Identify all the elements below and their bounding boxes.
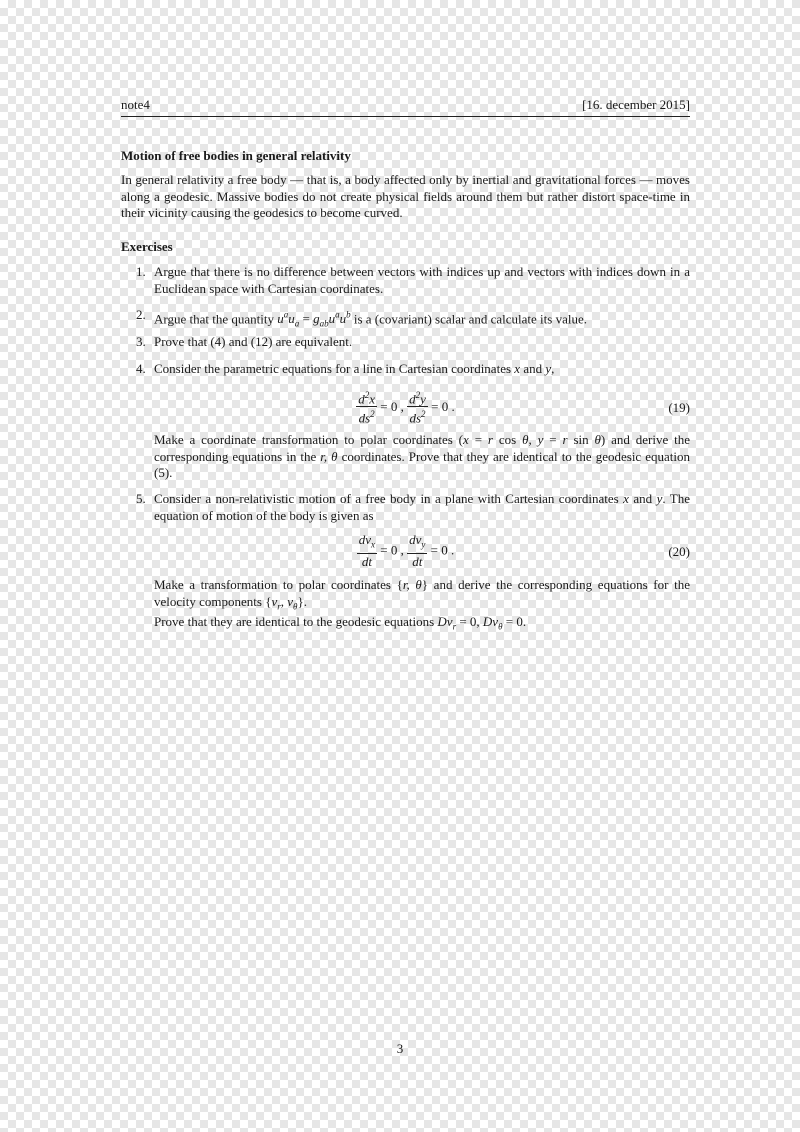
page-number: 3 — [396, 1041, 404, 1056]
exercise-4-followup-mid: ) and derive the corresponding equations in the — [154, 432, 691, 464]
exercise-5-followup-1-mid: and derive the corresponding equations for the velocity components — [154, 577, 690, 609]
exercise-5-and: and — [628, 491, 657, 506]
exercise-4 — [136, 361, 690, 378]
exercise-5-followup-1-end: . — [303, 593, 307, 609]
header-right: [16. december 2015] — [582, 97, 690, 112]
var-x: x — [623, 491, 629, 506]
scalar-expression: $u^au_a = g_{ab}u^au^b$ — [277, 310, 351, 329]
exercise-3 — [136, 334, 690, 351]
r-theta-expression: r, θ — [320, 448, 338, 464]
section-intro: In general relativity a free body — that is, a body affected only by inertial and gravitational forces — moves along a geodesic. Massive bodies do not create physical fields around them but rather distort space-time in their vicinity causing the geodesics to become curved. — [121, 172, 690, 220]
section-title: Motion of free bodies in general relativity — [121, 148, 351, 163]
exercise-5-followup-2 — [154, 614, 690, 635]
var-y: y — [545, 361, 552, 376]
exercise-5-followup-1-start: Make a transformation to polar coordinates — [154, 577, 397, 592]
var-y: y — [656, 491, 663, 506]
exercise-2-text — [154, 307, 690, 332]
equation-20-tag: (20) — [668, 544, 690, 559]
equation-20 — [121, 532, 690, 572]
exercise-4-and: and — [520, 361, 546, 376]
exercise-5-followup-2-end: . — [522, 614, 527, 629]
exercise-5-number: 5. — [136, 491, 146, 506]
exercise-1-text: Argue that there is no difference between vectors with indices up and vectors with indices down in a Euclidean space with Cartesian coordinates. — [154, 264, 690, 296]
exercise-5 — [136, 491, 690, 524]
equation-20-body: $\frac{dv_x}{dt}$ = 0 , $\frac{dv_y}{dt}$ = 0 . — [358, 532, 455, 569]
exercise-3-text: Prove that (4) and (12) are equivalent. — [154, 334, 353, 349]
polar-transform-expression: x = r cos θ, y = r sin θ — [463, 432, 601, 447]
exercise-2-text-start: Argue that the quantity — [154, 311, 278, 327]
fraction-dvx-dt: $\frac{dv_x}{dt}$ — [358, 532, 376, 569]
exercise-5-text-start: Consider a non-relativistic motion of a free body in a plane with Cartesian coordinates — [154, 491, 624, 506]
fraction-d2x-ds2: $\frac{d^2x}{ds^2}$ — [358, 390, 376, 426]
equation-19-tag: (19) — [668, 400, 690, 415]
exercise-4-followup-end: coordinates. Prove that they are identical to the geodesic equation (5). — [154, 448, 690, 480]
exercise-4-number: 4. — [136, 361, 146, 376]
fraction-dvy-dt: $\frac{dv_y}{dt}$ — [409, 532, 426, 569]
header-left: note4 — [121, 97, 150, 112]
exercise-4-text — [154, 361, 690, 378]
exercise-5-text — [154, 491, 690, 524]
exercise-2 — [136, 307, 690, 332]
polar-set-expression: {r, θ} — [396, 577, 429, 592]
exercise-5-followup-1 — [154, 577, 690, 615]
exercise-1-number: 1. — [136, 264, 146, 279]
velocity-components-expression: {$v_r$, $v_\theta$} — [265, 593, 304, 612]
exercise-2-number: 2. — [136, 307, 146, 322]
geodesic-equations-expression: $Dv_r = 0$, $Dv_\theta = 0$ — [437, 614, 523, 632]
exercise-4-followup — [154, 432, 690, 482]
exercise-4-text-start: Consider the parametric equations for a line in Cartesian coordinates — [154, 361, 515, 376]
var-x: x — [514, 361, 521, 376]
fraction-d2y-ds2: $\frac{d^2y}{ds^2}$ — [409, 390, 426, 426]
exercise-4-text-end: , — [551, 361, 555, 376]
exercises-heading: Exercises — [121, 239, 173, 254]
exercise-3-number: 3. — [136, 334, 146, 349]
exercise-4-followup-start: Make a coordinate transformation to polar coordinates ( — [154, 432, 464, 447]
header-rule — [121, 116, 690, 117]
exercise-2-text-end: is a (covariant) scalar and calculate its value. — [350, 311, 587, 327]
exercise-5-followup-2-start: Prove that they are identical to the geodesic equations — [154, 614, 438, 629]
exercise-1 — [136, 264, 690, 297]
equation-19 — [121, 388, 690, 428]
equation-19-body: $\frac{d^2x}{ds^2}$ = 0 , $\frac{d^2y}{ds^2}$ = 0 . — [358, 390, 455, 426]
exercise-5-text-end: . The equation of motion of the body is given as — [154, 491, 690, 523]
